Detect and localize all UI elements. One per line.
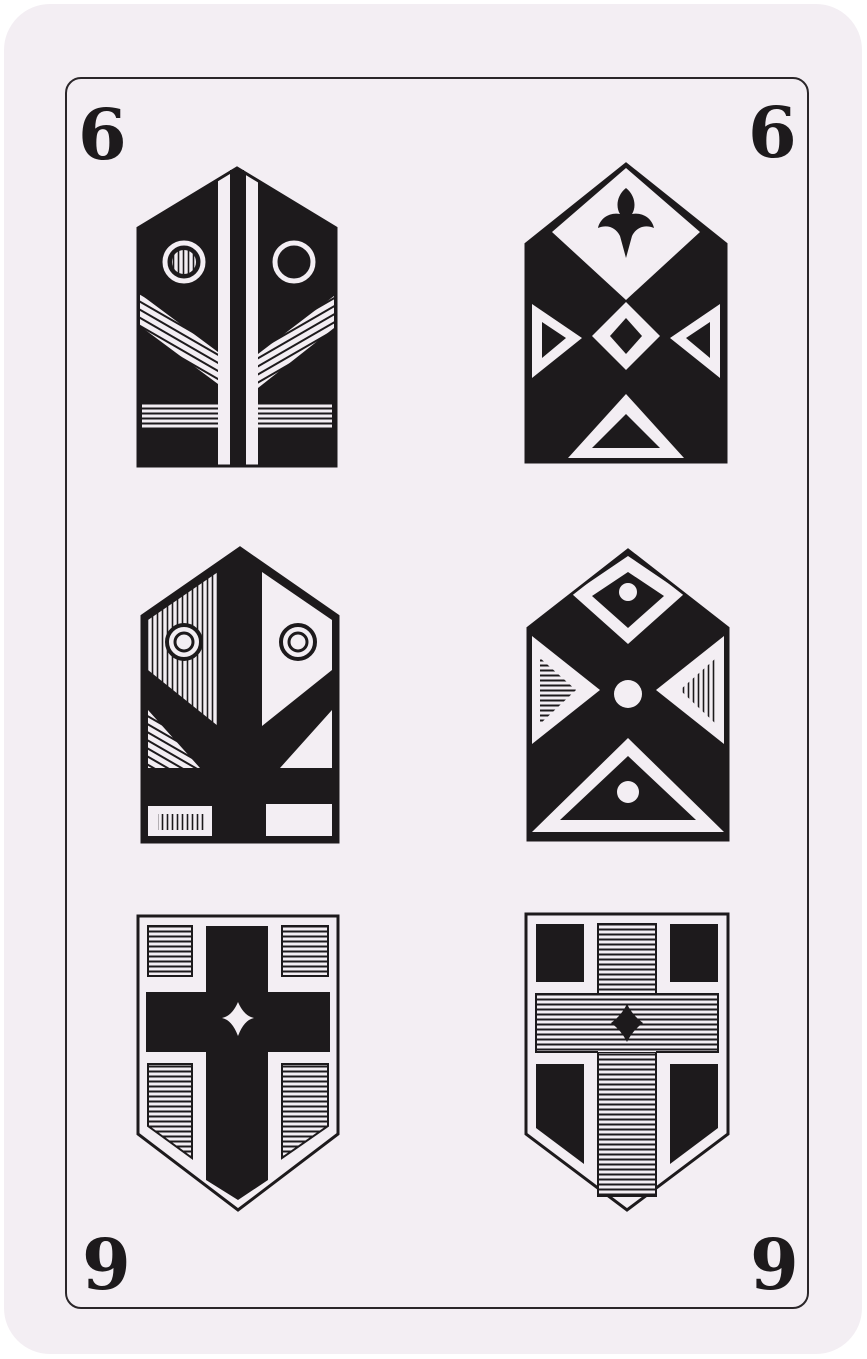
shield-fleur-icon (524, 162, 728, 464)
corner-index-top-right: 6 (748, 91, 797, 174)
playing-card[interactable] (4, 4, 862, 1354)
corner-index-top-left: 6 (78, 93, 127, 176)
shield-dark-cross-icon (136, 914, 340, 1212)
corner-index-bottom-right: 9 (750, 1223, 799, 1306)
corner-index-bottom-left: 9 (82, 1223, 131, 1306)
shield-hatched-cross-icon (524, 912, 730, 1212)
shield-y-icon (140, 546, 340, 844)
shield-x-dots-icon (526, 548, 730, 842)
shield-stripes-icon (136, 166, 338, 468)
